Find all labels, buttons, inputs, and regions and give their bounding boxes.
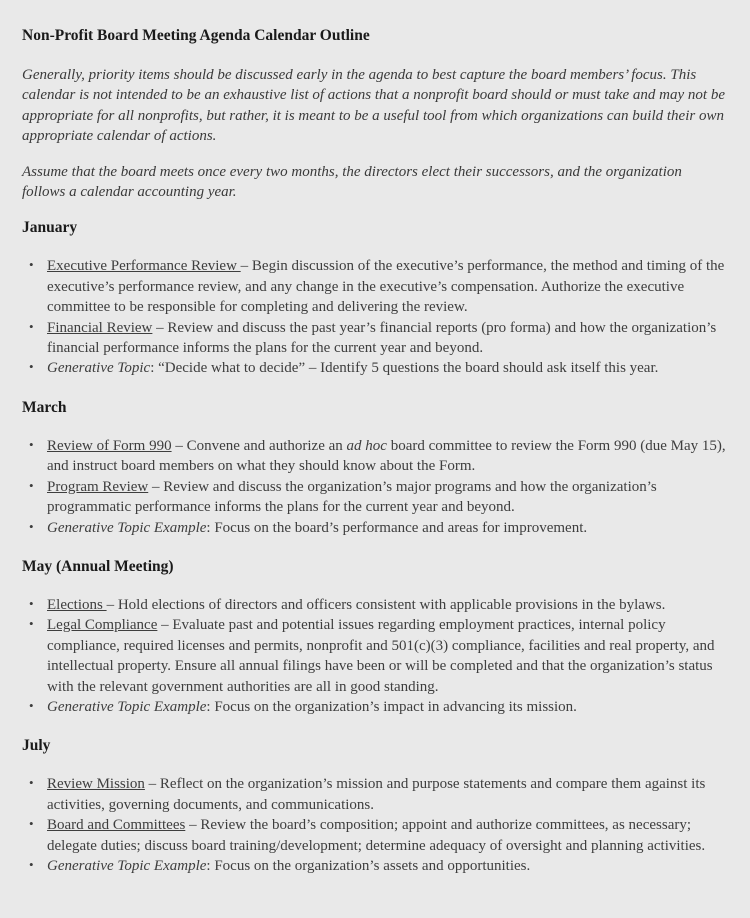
agenda-item-text <box>47 360 658 376</box>
section-heading: January <box>22 219 78 237</box>
agenda-term: Board and Committees <box>47 817 186 834</box>
plain-text: – Begin discussion of the executive’s performance, the method and timing of the executive’s performance review, and any change in the executive’s compensation. Authorize the executive committee to be responsible for completing and delivering the review. <box>47 258 725 316</box>
bullet-icon: • <box>29 477 34 493</box>
agenda-item-text <box>47 776 705 812</box>
section-heading: March <box>22 398 67 416</box>
bullet-icon: • <box>29 856 34 872</box>
bullet-icon: • <box>29 436 34 452</box>
agenda-item <box>22 595 728 615</box>
section-heading: July <box>22 737 51 755</box>
agenda-item <box>22 518 728 538</box>
document-title: Non-Profit Board Meeting Agenda Calendar Outline <box>22 27 370 44</box>
bullet-icon: • <box>29 318 34 334</box>
agenda-item-text <box>47 699 577 715</box>
agenda-item-text <box>47 320 716 356</box>
agenda-item <box>22 856 728 876</box>
agenda-list <box>22 256 728 378</box>
agenda-item <box>22 615 728 697</box>
agenda-section <box>22 556 728 717</box>
plain-text: : Focus on the organization’s impact in advancing its mission. <box>206 698 577 715</box>
plain-text: : Focus on the board’s performance and areas for improvement. <box>206 519 588 536</box>
bullet-icon: • <box>29 816 34 832</box>
agenda-section <box>22 397 728 538</box>
intro-block <box>22 65 728 202</box>
agenda-item <box>22 358 728 378</box>
bullet-icon: • <box>29 697 34 713</box>
agenda-item-text <box>47 817 705 853</box>
italic-text: Generative Topic Example <box>47 698 207 715</box>
agenda-item-text <box>47 617 715 694</box>
agenda-item <box>22 774 728 815</box>
plain-text: – Evaluate past and potential issues regarding employment practices, internal policy compliance, required licenses and permits, nonprofit and 501(c)(3) compliance, facilities and real property, and intellectual property. Ensure all annual filings have been or will be completed and that the organization’s status with the relevant government authorities are all in good standing. <box>47 617 715 695</box>
agenda-term: Legal Compliance <box>47 617 158 634</box>
italic-text: Generative Topic Example <box>47 519 207 536</box>
agenda-section <box>22 217 728 378</box>
plain-text: – Reflect on the organization’s mission and purpose statements and compare them against its activities, governing documents, and communications. <box>47 776 706 813</box>
agenda-sections <box>22 217 728 876</box>
agenda-term: Elections <box>47 596 107 613</box>
bullet-icon: • <box>29 359 34 375</box>
agenda-item-text <box>47 258 724 315</box>
agenda-list <box>22 436 728 538</box>
agenda-item <box>22 436 728 477</box>
agenda-term: Financial Review <box>47 319 153 336</box>
agenda-list <box>22 774 728 876</box>
bullet-icon: • <box>29 257 34 273</box>
bullet-icon: • <box>29 616 34 632</box>
agenda-item <box>22 697 728 717</box>
italic-text: Generative Topic <box>47 360 151 377</box>
agenda-term: Review Mission <box>47 776 145 793</box>
agenda-term: Executive Performance Review <box>47 258 241 275</box>
bullet-icon: • <box>29 518 34 534</box>
section-heading: May (Annual Meeting) <box>22 557 174 575</box>
agenda-list <box>22 595 728 717</box>
italic-text: ad hoc <box>346 437 387 454</box>
plain-text: – Review and discuss the past year’s financial reports (pro forma) and how the organization’s financial performance informs the plans for the current year and beyond. <box>47 319 717 357</box>
plain-text: – Review and discuss the organization’s major programs and how the organization’s programmatic performance informs the plans for the current year and beyond. <box>47 478 657 516</box>
agenda-item <box>22 256 728 317</box>
agenda-item-text <box>47 520 587 536</box>
plain-text: – Convene and authorize an <box>171 437 347 454</box>
intro-paragraph: Generally, priority items should be discussed early in the agenda to best capture the board members’ focus. This calendar is not intended to be an exhaustive list of actions that a nonprofit board should or must take and may not be appropriate for all nonprofits, but rather, it is meant to be a useful tool from which organizations can build their own appropriate calendar of actions. <box>22 67 725 145</box>
agenda-item <box>22 815 728 856</box>
agenda-term: Review of Form 990 <box>47 437 172 454</box>
bullet-icon: • <box>29 595 34 611</box>
intro-paragraph: Assume that the board meets once every two months, the directors elect their successors, and the organization follows a calendar accounting year. <box>22 163 682 201</box>
agenda-term: Program Review <box>47 478 149 495</box>
plain-text: board committee to review the Form 990 (due May 15), and instruct board members on what they should know about the Form. <box>47 437 726 475</box>
italic-text: Generative Topic Example <box>47 857 207 874</box>
plain-text: – Hold elections of directors and officers consistent with applicable provisions in the bylaws. <box>106 596 666 613</box>
agenda-item <box>22 318 728 359</box>
agenda-item-text <box>47 597 665 613</box>
agenda-item-text <box>47 438 726 474</box>
agenda-item <box>22 477 728 518</box>
agenda-item-text <box>47 858 530 874</box>
plain-text: – Review the board’s composition; appoint and authorize committees, as necessary; delegate duties; discuss board training/development; determine adequacy of oversight and planning activities. <box>47 817 706 854</box>
agenda-item-text <box>47 479 657 515</box>
agenda-section <box>22 735 728 876</box>
bullet-icon: • <box>29 775 34 791</box>
plain-text: : “Decide what to decide” – Identify 5 questions the board should ask itself this year. <box>150 360 659 377</box>
plain-text: : Focus on the organization’s assets and opportunities. <box>206 857 531 874</box>
